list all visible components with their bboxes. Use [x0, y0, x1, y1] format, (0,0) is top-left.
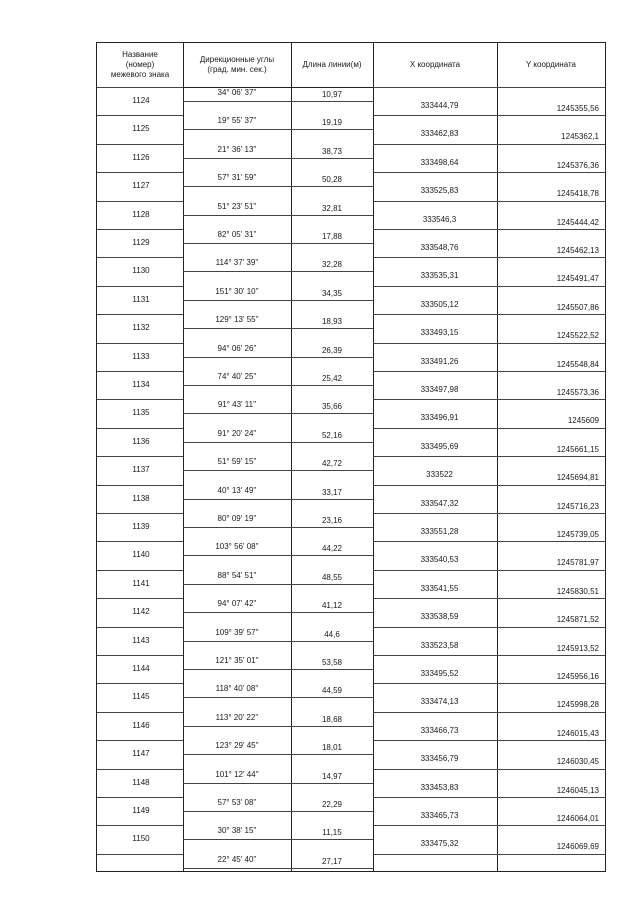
row-rule [183, 868, 373, 869]
row-rule [183, 641, 373, 642]
y-coordinate: 1245694,81 [556, 473, 599, 483]
row-rule [97, 371, 183, 372]
direction-angle: 101° 12' 44'' [215, 769, 259, 779]
row-rule [373, 172, 605, 173]
x-coordinate: 333498,64 [420, 157, 459, 167]
x-coordinate: 333522 [426, 470, 453, 480]
boundary-mark-name: 1142 [132, 607, 150, 617]
boundary-mark-name: 1138 [132, 493, 150, 503]
row-rule [183, 499, 373, 500]
row-rule [97, 683, 183, 684]
x-coordinate: 333496,91 [420, 413, 459, 423]
row-rule [373, 598, 605, 599]
x-coordinate: 333495,69 [420, 441, 459, 451]
y-coordinate: 1245913,52 [556, 643, 599, 653]
row-rule [183, 470, 373, 471]
row-rule [183, 129, 373, 130]
row-rule [373, 683, 605, 684]
row-rule [183, 357, 373, 358]
y-coordinate: 1245998,28 [556, 700, 599, 710]
boundary-mark-name: 1133 [132, 351, 150, 361]
row-rule [97, 144, 183, 145]
line-length: 38,73 [321, 146, 343, 156]
row-rule [97, 172, 183, 173]
y-coordinate: 1246064,01 [556, 814, 599, 823]
line-length: 23,16 [321, 516, 343, 525]
line-length: 14,97 [321, 771, 343, 781]
boundary-mark-name: 1127 [132, 181, 150, 191]
row-rule [183, 783, 373, 784]
row-rule [97, 115, 183, 116]
row-rule [183, 527, 373, 528]
direction-angle: 82° 05' 31'' [217, 230, 257, 239]
line-length: 17,88 [321, 232, 343, 241]
row-rule [97, 854, 183, 855]
row-rule [183, 811, 373, 812]
line-length: 44,59 [321, 686, 343, 696]
boundary-mark-name: 1150 [132, 834, 150, 844]
row-rule [183, 555, 373, 556]
boundary-mark-name: 1141 [132, 578, 150, 588]
row-rule [183, 385, 373, 386]
row-rule [183, 612, 373, 613]
x-coordinate: 333551,28 [420, 527, 459, 536]
boundary-mark-name: 1144 [132, 664, 150, 673]
row-rule [97, 201, 183, 202]
direction-angle: 51° 23' 51'' [217, 201, 257, 211]
line-length: 27,17 [321, 856, 343, 866]
row-rule [183, 101, 373, 102]
direction-angle: 40° 13' 49'' [217, 485, 257, 495]
boundary-mark-name: 1146 [132, 720, 150, 730]
y-coordinate: 1245781,97 [556, 558, 599, 568]
row-rule [183, 839, 373, 840]
row-rule [97, 825, 183, 826]
row-rule [373, 655, 605, 656]
y-coordinate: 1245830,51 [556, 586, 599, 596]
x-coordinate: 333497,98 [420, 385, 459, 394]
line-length: 11,15 [322, 828, 342, 838]
row-rule [373, 485, 605, 486]
line-length: 10,97 [321, 90, 343, 99]
table-body [97, 87, 605, 871]
row-rule [97, 314, 183, 315]
row-rule [97, 655, 183, 656]
boundary-mark-name: 1147 [132, 749, 150, 759]
row-rule [97, 570, 183, 571]
row-rule [373, 371, 605, 372]
row-rule [373, 343, 605, 344]
y-coordinate: 1245444,42 [556, 217, 599, 227]
boundary-mark-name: 1134 [132, 380, 150, 389]
y-coordinate: 1245548,84 [556, 359, 599, 369]
row-rule [373, 769, 605, 770]
line-length: 25,42 [321, 374, 343, 383]
direction-angle: 123° 29' 45'' [215, 741, 259, 751]
row-rule [373, 854, 605, 855]
y-coordinate: 1245462,13 [556, 246, 599, 255]
direction-angle: 19° 55' 37'' [217, 116, 257, 126]
line-length: 53,58 [321, 658, 343, 667]
x-coordinate: 333523,58 [420, 640, 459, 650]
line-length: 18,68 [321, 714, 343, 724]
row-rule [183, 186, 373, 187]
y-coordinate: 1245661,15 [556, 444, 599, 454]
line-length: 41,12 [321, 601, 343, 611]
line-length: 18,93 [321, 317, 343, 327]
row-rule [97, 428, 183, 429]
direction-angle: 113° 20' 22'' [215, 712, 259, 722]
x-coordinate: 333475,32 [420, 839, 459, 849]
x-coordinate: 333456,79 [420, 754, 459, 764]
x-coordinate: 333540,53 [420, 555, 459, 565]
row-rule [97, 286, 183, 287]
direction-angle: 88° 54' 51'' [217, 570, 257, 580]
y-coordinate: 1245362,1 [561, 132, 599, 142]
line-length: 44,6 [324, 629, 340, 639]
direction-angle: 109° 39' 57'' [215, 627, 259, 637]
x-coordinate: 333462,83 [420, 129, 459, 139]
header-x: X координата [409, 60, 461, 69]
row-rule [183, 158, 373, 159]
boundary-mark-name: 1124 [132, 96, 150, 105]
direction-angle: 21° 36' 13'' [217, 144, 257, 154]
row-rule [373, 570, 605, 571]
direction-angle: 121° 35' 01'' [215, 656, 259, 665]
x-coordinate: 333453,83 [420, 782, 459, 792]
row-rule [183, 243, 373, 244]
y-coordinate: 1246045,13 [556, 785, 599, 795]
direction-angle: 51° 59' 15'' [217, 457, 257, 467]
row-rule [373, 144, 605, 145]
row-rule [97, 541, 183, 542]
row-rule [183, 328, 373, 329]
row-rule [373, 286, 605, 287]
x-coordinate: 333546,3 [422, 214, 457, 224]
boundary-mark-name: 1137 [132, 465, 150, 475]
boundary-mark-name: 1145 [132, 692, 150, 702]
boundary-mark-name: 1140 [132, 550, 150, 560]
row-rule [97, 343, 183, 344]
y-coordinate: 1245418,78 [556, 189, 599, 199]
boundary-mark-name: 1143 [132, 635, 150, 645]
y-coordinate: 1245573,36 [556, 388, 599, 397]
direction-angle: 80° 09' 19'' [217, 514, 257, 523]
y-coordinate: 1245716,23 [556, 501, 599, 511]
row-rule [373, 712, 605, 713]
row-rule [97, 513, 183, 514]
row-rule [97, 797, 183, 798]
direction-angle: 74° 40' 25'' [217, 372, 257, 381]
row-rule [97, 627, 183, 628]
header-name: Название (номер) межевого знака [110, 50, 170, 79]
boundary-mark-name: 1149 [132, 806, 150, 815]
boundary-mark-name: 1130 [132, 266, 150, 276]
direction-angle: 91° 20' 24'' [217, 428, 257, 438]
direction-angle: 30° 38' 15'' [217, 826, 257, 836]
row-rule [373, 229, 605, 230]
boundary-mark-name: 1135 [132, 408, 150, 418]
row-rule [183, 215, 373, 216]
row-rule [183, 754, 373, 755]
x-coordinate: 333535,31 [420, 271, 459, 281]
header-y: Y координата [525, 60, 577, 69]
line-length: 19,19 [321, 118, 343, 128]
row-rule [183, 584, 373, 585]
direction-angle: 151° 30' 10'' [215, 286, 259, 296]
row-rule [373, 314, 605, 315]
row-rule [373, 87, 605, 88]
direction-angle: 103° 56' 08'' [215, 542, 259, 552]
row-rule [97, 87, 183, 88]
line-length: 26,39 [321, 345, 343, 355]
row-rule [373, 115, 605, 116]
line-length: 33,17 [321, 487, 343, 497]
row-rule [97, 257, 183, 258]
row-rule [373, 201, 605, 202]
boundary-mark-name: 1128 [132, 209, 150, 219]
row-rule [97, 740, 183, 741]
line-length: 32,81 [321, 203, 343, 213]
y-coordinate: 1245355,56 [556, 104, 599, 113]
row-rule [97, 712, 183, 713]
row-rule [373, 257, 605, 258]
row-rule [373, 513, 605, 514]
direction-angle: 94° 07' 42'' [217, 599, 257, 609]
row-rule [97, 399, 183, 400]
row-rule [373, 825, 605, 826]
x-coordinate: 333505,12 [420, 299, 459, 309]
header-angles: Дирекционные углы (град. мин. сек.) [199, 55, 275, 74]
y-coordinate: 1245376,36 [556, 160, 599, 170]
row-rule [183, 271, 373, 272]
line-length: 52,16 [321, 430, 343, 440]
line-length: 18,01 [321, 743, 343, 753]
table-header [97, 43, 605, 88]
row-rule [183, 697, 373, 698]
header-length: Длина линии(м) [302, 60, 362, 69]
y-coordinate: 1246069,69 [556, 842, 599, 852]
x-coordinate: 333525,83 [420, 186, 459, 196]
row-rule [183, 300, 373, 301]
boundary-mark-name: 1136 [132, 436, 150, 446]
row-rule [373, 740, 605, 741]
direction-angle: 129° 13' 55'' [215, 315, 259, 325]
direction-angle: 94° 06' 26'' [217, 343, 257, 353]
boundary-mark-name: 1125 [132, 124, 150, 134]
x-coordinate: 333444,79 [420, 101, 459, 110]
line-length: 34,35 [321, 288, 343, 298]
direction-angle: 57° 53' 08'' [217, 798, 257, 807]
boundary-mark-name: 1139 [132, 522, 150, 531]
x-coordinate: 333491,26 [420, 356, 459, 366]
line-length: 44,22 [321, 544, 343, 554]
row-rule [183, 669, 373, 670]
line-length: 50,28 [321, 175, 343, 185]
boundary-mark-name: 1131 [132, 294, 150, 304]
y-coordinate: 1245871,52 [556, 615, 599, 625]
row-rule [373, 541, 605, 542]
y-coordinate: 1245522,52 [556, 331, 599, 341]
row-rule [97, 229, 183, 230]
boundary-mark-name: 1126 [132, 152, 150, 162]
x-coordinate: 333493,15 [420, 328, 459, 338]
direction-angle: 57° 31' 59'' [217, 173, 257, 183]
y-coordinate: 1245739,05 [556, 530, 599, 539]
x-coordinate: 333538,59 [420, 612, 459, 622]
x-coordinate: 333541,55 [420, 583, 459, 593]
x-coordinate: 333548,76 [420, 243, 459, 252]
direction-angle: 118° 40' 08'' [215, 684, 259, 694]
boundary-mark-name: 1132 [132, 323, 150, 333]
direction-angle: 22° 45' 40'' [217, 854, 257, 864]
table-row [97, 854, 605, 882]
row-rule [373, 456, 605, 457]
row-rule [97, 485, 183, 486]
x-coordinate: 333547,32 [420, 498, 459, 508]
x-coordinate: 333474,13 [420, 697, 459, 707]
row-rule [183, 413, 373, 414]
y-coordinate: 1246015,43 [556, 728, 599, 738]
coordinates-table [96, 42, 606, 872]
row-rule [97, 598, 183, 599]
x-coordinate: 333465,73 [420, 811, 459, 820]
row-rule [373, 797, 605, 798]
y-coordinate: 1246030,45 [556, 757, 599, 767]
y-coordinate: 1245956,16 [556, 672, 599, 681]
row-rule [373, 428, 605, 429]
y-coordinate: 1245491,47 [556, 274, 599, 284]
line-length: 42,72 [321, 459, 343, 469]
x-coordinate: 333466,73 [420, 725, 459, 735]
row-rule [373, 627, 605, 628]
line-length: 48,55 [321, 572, 343, 582]
direction-angle: 91° 43' 11'' [217, 400, 257, 410]
line-length: 35,66 [321, 402, 343, 412]
boundary-mark-name: 1148 [132, 777, 150, 787]
row-rule [97, 769, 183, 770]
direction-angle: 34° 06' 37'' [217, 88, 257, 97]
y-coordinate: 1245507,86 [556, 302, 599, 312]
x-coordinate: 333495,52 [420, 669, 459, 678]
line-length: 32,28 [321, 260, 343, 270]
row-rule [183, 442, 373, 443]
boundary-mark-name: 1129 [132, 238, 150, 247]
row-rule [97, 456, 183, 457]
line-length: 22,29 [321, 800, 343, 809]
y-coordinate: 1245609 [567, 416, 599, 426]
row-rule [373, 399, 605, 400]
direction-angle: 114° 37' 39'' [215, 258, 259, 268]
row-rule [183, 726, 373, 727]
